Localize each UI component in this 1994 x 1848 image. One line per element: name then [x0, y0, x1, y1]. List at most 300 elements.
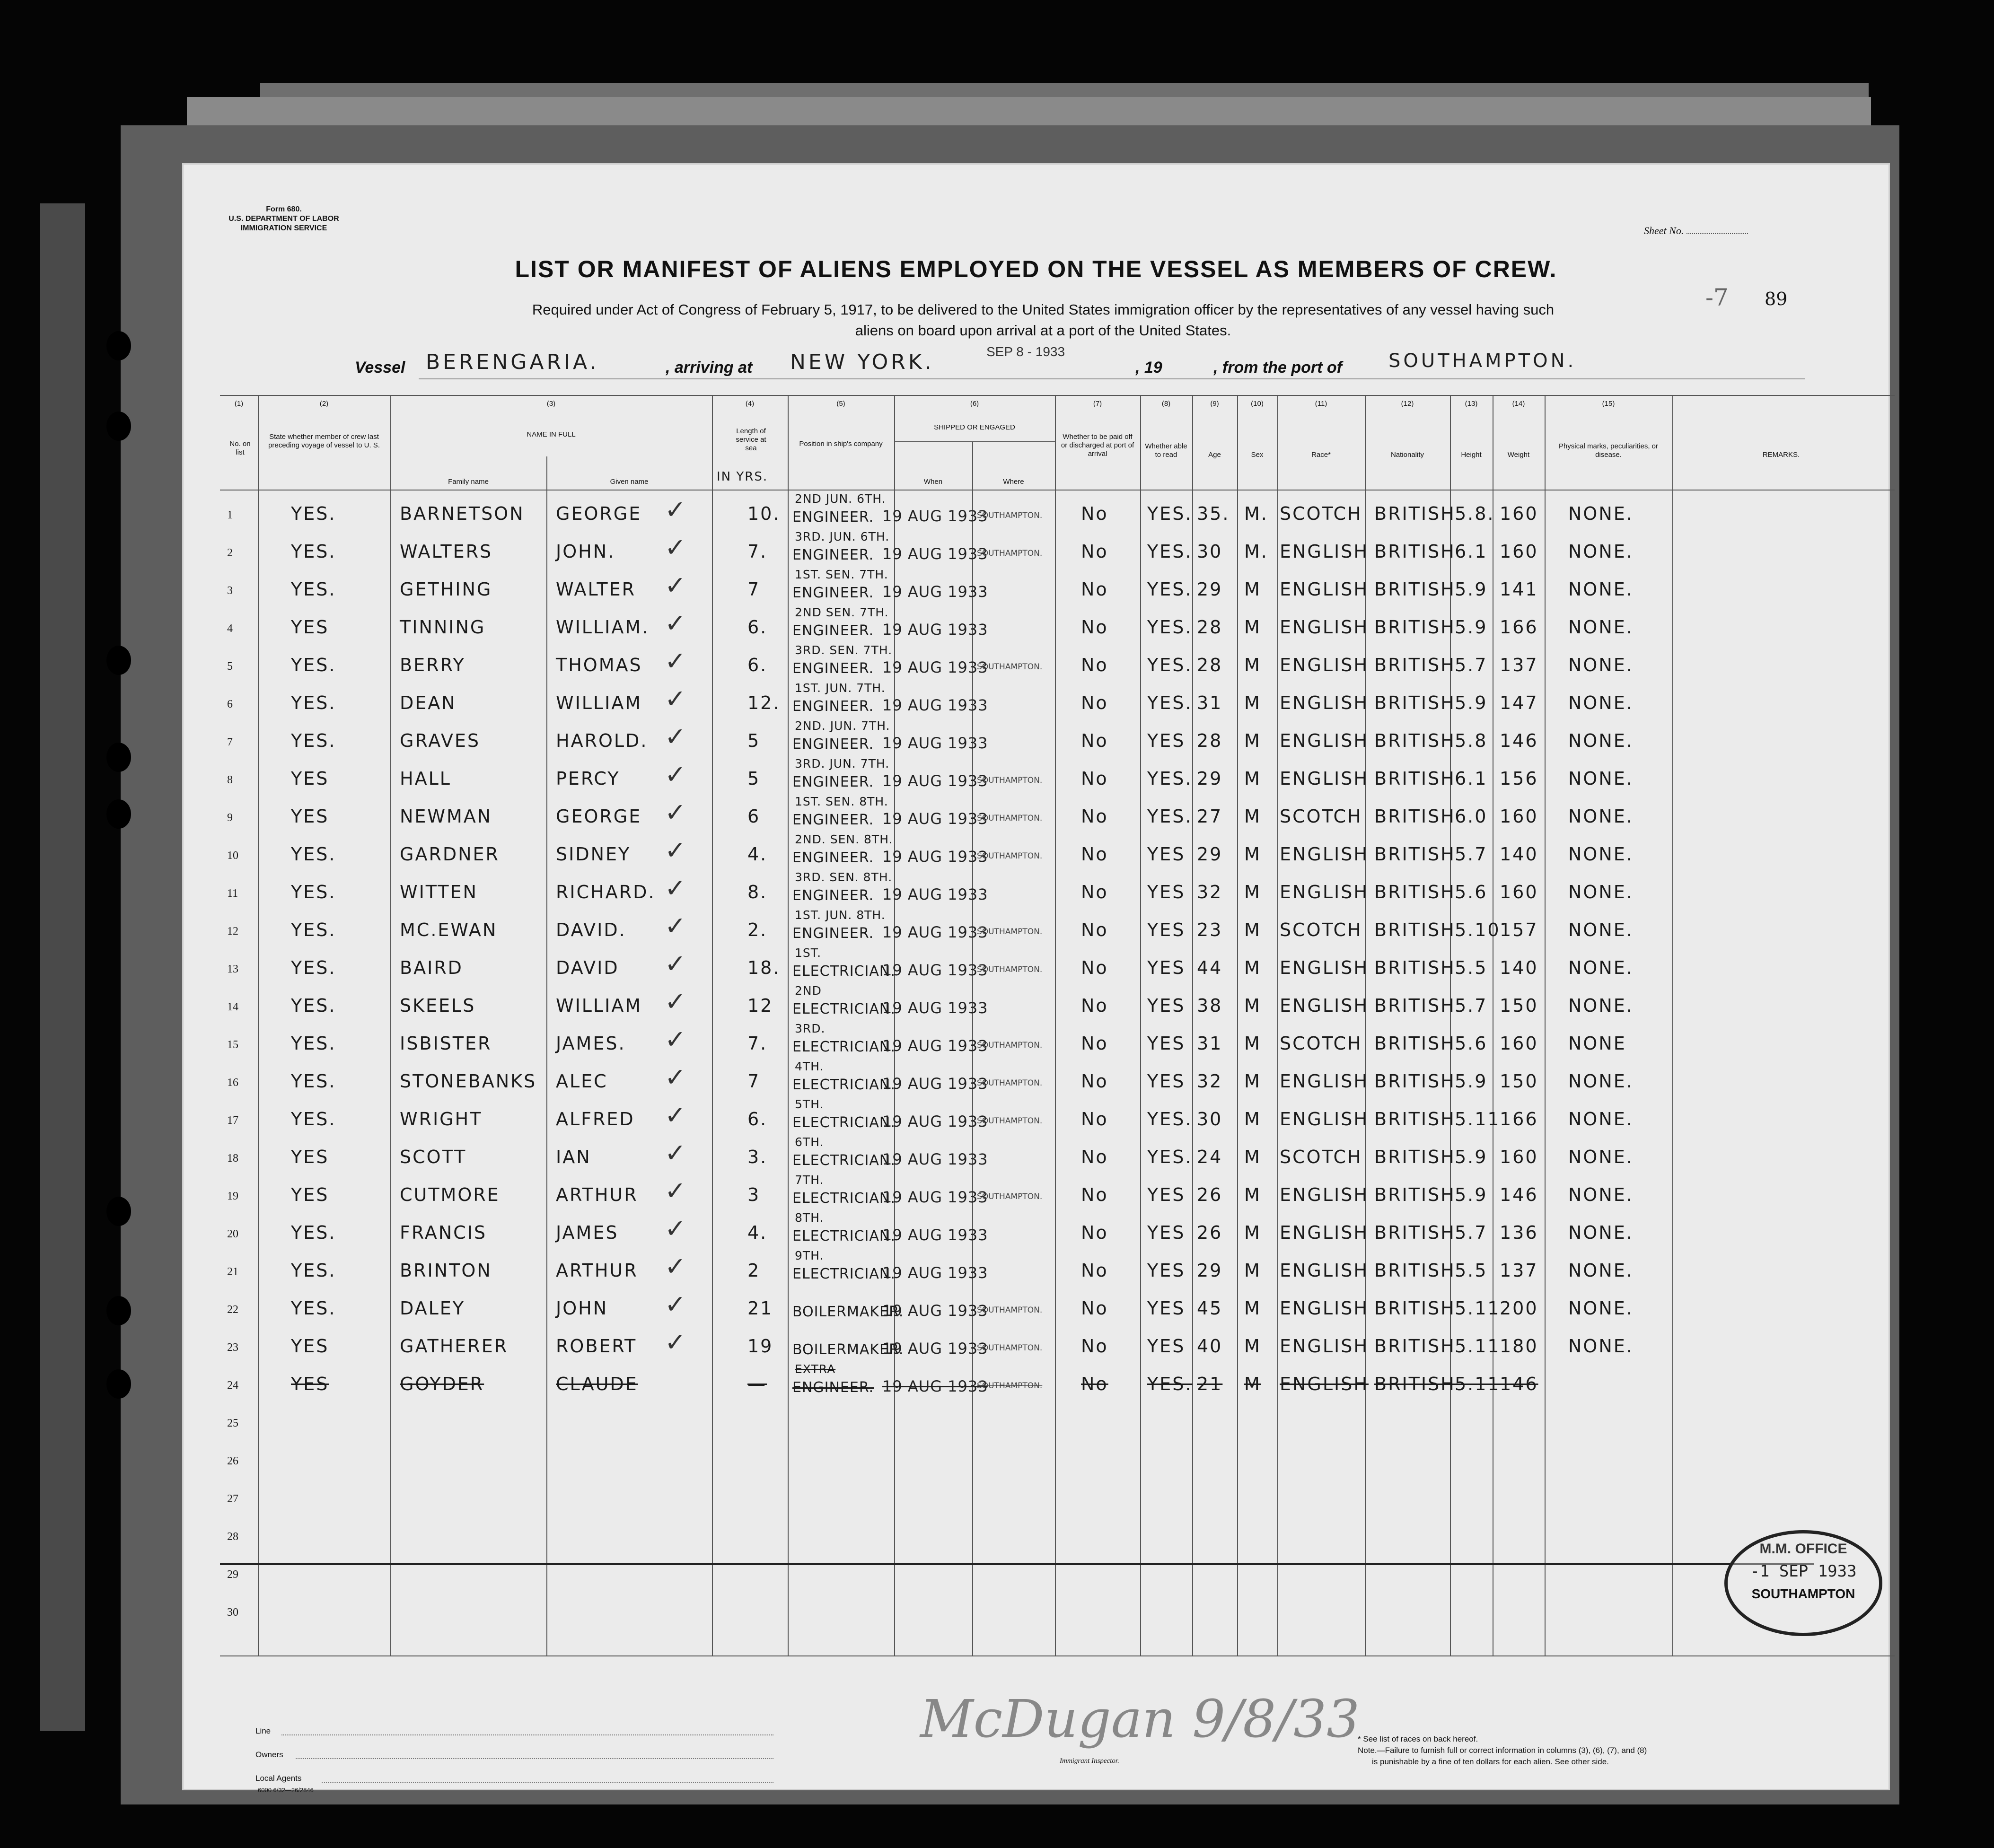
shipped-when-cell: 19 AUG 1933 [882, 621, 988, 639]
row-number: 26 [227, 1455, 238, 1467]
able-to-read-cell: YES. [1147, 1374, 1193, 1394]
height-cell: 5.7 [1455, 1222, 1488, 1243]
vessel-line [182, 344, 1890, 383]
row-24-strike-line [220, 1563, 1814, 1565]
check-mark: ✓ [665, 608, 688, 638]
race-cell: ENGLISH [1280, 617, 1369, 638]
paid-off-cell: No [1081, 1222, 1108, 1243]
height-cell: 6.1 [1455, 541, 1488, 562]
table-row-empty [182, 1556, 1890, 1594]
paid-off-cell: No [1081, 541, 1108, 562]
age-cell: 35. [1197, 503, 1230, 524]
position-title-cell: ELECTRICIAN. [792, 1152, 896, 1169]
position-rank-cell: 3RD. [795, 1022, 826, 1035]
header-weight: Weight [1507, 451, 1530, 459]
physical-marks-cell: NONE. [1568, 503, 1634, 524]
weight-cell: 146 [1500, 1374, 1538, 1394]
age-cell: 44 [1197, 957, 1223, 978]
weight-cell: 157 [1500, 920, 1538, 940]
row-number: 3 [227, 585, 233, 597]
check-mark: ✓ [665, 911, 688, 941]
table-row-empty [182, 1443, 1890, 1480]
department: U.S. DEPARTMENT OF LABOR [228, 215, 339, 223]
race-cell: ENGLISH [1280, 655, 1369, 675]
table-row-empty [182, 1518, 1890, 1556]
table-row [182, 530, 1890, 572]
nationality-cell: BRITISH [1374, 844, 1456, 865]
sheet-number: 89 [1765, 289, 1788, 309]
height-cell: 5.9 [1455, 1184, 1488, 1205]
years-of-service-cell: 7. [747, 541, 768, 562]
position-title-cell: ENGINEER. [792, 850, 874, 866]
punch-hole [106, 646, 131, 675]
row-number: 7 [227, 736, 233, 748]
header-length-of-service: Length of service at sea [736, 427, 766, 452]
header-physical-marks: Physical marks, peculiarities, or disease. [1558, 442, 1659, 459]
sex-cell: M [1244, 882, 1261, 902]
years-of-service-cell: 3 [747, 1184, 761, 1205]
race-cell: ENGLISH [1280, 1184, 1369, 1205]
able-to-read-cell: YES. [1147, 617, 1193, 638]
physical-marks-cell: NONE. [1568, 579, 1634, 600]
physical-marks-cell: NONE. [1568, 1109, 1634, 1130]
check-mark: ✓ [665, 1214, 688, 1244]
age-cell: 38 [1197, 995, 1223, 1016]
shipped-when-cell: 19 AUG 1933 [882, 923, 988, 941]
sex-cell: M [1244, 1147, 1261, 1167]
previous-voyage-cell: YES. [291, 503, 336, 524]
table-row [182, 568, 1890, 610]
subtitle-line-2: aliens on board upon arrival at a port of the United States. [855, 322, 1231, 339]
nationality-cell: BRITISH [1374, 692, 1456, 713]
shipped-when-cell: 19 AUG 1933 [882, 1340, 988, 1358]
race-cell: SCOTCH [1280, 920, 1362, 940]
given-name-cell: JAMES [556, 1222, 619, 1243]
years-of-service-cell: 12. [747, 692, 781, 713]
family-name-cell: SCOTT [400, 1147, 467, 1167]
row-number: 28 [227, 1531, 238, 1543]
years-of-service-cell: 6. [747, 617, 768, 638]
form-number: Form 680. [266, 205, 302, 213]
table-row [182, 1291, 1890, 1329]
position-rank-cell: 2ND [795, 984, 822, 998]
physical-marks-cell: NONE. [1568, 957, 1634, 978]
height-cell: 5.10 [1455, 920, 1501, 940]
height-cell: 5.7 [1455, 844, 1488, 865]
able-to-read-cell: YES. [1147, 768, 1193, 789]
position-title-cell: BOILERMAKER. [792, 1341, 904, 1358]
check-mark: ✓ [665, 646, 688, 676]
paid-off-cell: No [1081, 957, 1108, 978]
given-name-cell: JOHN. [556, 541, 615, 562]
row-number: 24 [227, 1379, 238, 1392]
years-of-service-cell: 4. [747, 844, 768, 865]
years-of-service-cell: 8. [747, 882, 768, 902]
nationality-cell: BRITISH [1374, 1147, 1456, 1167]
previous-voyage-cell: YES. [291, 541, 336, 562]
col-num: (3) [546, 400, 556, 408]
check-mark: ✓ [665, 1062, 688, 1092]
header-service-units: IN YRS. [717, 470, 768, 484]
nationality-cell: BRITISH [1374, 1298, 1456, 1319]
row-number: 5 [227, 660, 233, 673]
check-mark: ✓ [665, 570, 688, 600]
row-number: 10 [227, 850, 238, 862]
race-cell: ENGLISH [1280, 1298, 1369, 1319]
arrival-date-stamp: SEP 8 - 1933 [986, 344, 1065, 359]
shipped-when-cell: 19 AUG 1933 [882, 810, 988, 828]
position-title-cell: ELECTRICIAN. [792, 1077, 896, 1093]
sex-cell: M [1244, 806, 1261, 827]
age-cell: 26 [1197, 1184, 1223, 1205]
table-row-empty [182, 1405, 1890, 1443]
shipped-when-cell: 19 AUG 1933 [882, 1226, 988, 1244]
shipped-where-cell: SOUTHAMPTON. [977, 1041, 1043, 1050]
position-title-cell: ENGINEER. [792, 622, 874, 639]
age-cell: 29 [1197, 1260, 1223, 1281]
header-no-on-list: No. on list [229, 440, 251, 456]
footer-line-rule [281, 1734, 773, 1735]
row-number: 22 [227, 1304, 238, 1316]
able-to-read-cell: YES [1147, 995, 1186, 1016]
weight-cell: 146 [1500, 1184, 1538, 1205]
position-rank-cell: 1ST. [795, 946, 822, 960]
given-name-cell: IAN [556, 1147, 591, 1167]
header-family-name: Family name [448, 478, 489, 486]
age-cell: 30 [1197, 541, 1223, 562]
arriving-label: , arriving at [666, 359, 753, 377]
paid-off-cell: No [1081, 1109, 1108, 1130]
nationality-cell: BRITISH [1374, 1184, 1456, 1205]
position-rank-cell: 5TH. [795, 1097, 824, 1111]
previous-voyage-cell: YES [291, 1184, 329, 1205]
age-cell: 45 [1197, 1298, 1223, 1319]
sex-cell: M [1244, 692, 1261, 713]
weight-cell: 146 [1500, 730, 1538, 751]
check-mark: ✓ [665, 533, 688, 562]
header-when: When [923, 478, 943, 486]
years-of-service-cell: 12 [747, 995, 773, 1016]
position-rank-cell: 1ST. SEN. 7TH. [795, 568, 888, 581]
height-cell: 6.0 [1455, 806, 1488, 827]
given-name-cell: CLAUDE [556, 1374, 638, 1394]
given-name-cell: SIDNEY [556, 844, 631, 865]
given-name-cell: WILLIAM [556, 692, 642, 713]
table-row [182, 757, 1890, 799]
check-mark: ✓ [665, 1289, 688, 1319]
position-rank-cell: 7TH. [795, 1173, 824, 1187]
family-name-cell: BAIRD [400, 957, 463, 978]
position-title-cell: BOILERMAKER. [792, 1304, 904, 1320]
family-name-cell: TINNING [400, 617, 486, 638]
height-cell: 5.11 [1455, 1298, 1501, 1319]
row-number: 29 [227, 1568, 238, 1581]
punch-hole [106, 331, 131, 360]
row-number: 16 [227, 1077, 238, 1089]
weight-cell: 140 [1500, 957, 1538, 978]
sex-cell: M [1244, 1336, 1261, 1357]
family-name-cell: ISBISTER [400, 1033, 492, 1054]
punch-hole [106, 743, 131, 772]
col-num: (1) [234, 400, 244, 408]
race-cell: ENGLISH [1280, 692, 1369, 713]
paid-off-cell: No [1081, 1336, 1108, 1357]
sex-cell: M [1244, 768, 1261, 789]
footer-owners-label: Owners [255, 1750, 283, 1759]
header-where: Where [1003, 478, 1024, 486]
position-rank-cell: 2ND JUN. 6TH. [795, 492, 886, 506]
paid-off-cell: No [1081, 730, 1108, 751]
sex-cell: M. [1244, 541, 1268, 562]
nationality-cell: BRITISH [1374, 1109, 1456, 1130]
row-number: 20 [227, 1228, 238, 1240]
shipped-when-cell: 19 AUG 1933 [882, 583, 988, 601]
physical-marks-cell: NONE. [1568, 1147, 1634, 1167]
given-name-cell: PERCY [556, 768, 620, 789]
paid-off-cell: No [1081, 1147, 1108, 1167]
race-cell: ENGLISH [1280, 882, 1369, 902]
nationality-cell: BRITISH [1374, 957, 1456, 978]
physical-marks-cell: NONE. [1568, 995, 1634, 1016]
physical-marks-cell: NONE. [1568, 844, 1634, 865]
race-cell: ENGLISH [1280, 1071, 1369, 1092]
weight-cell: 180 [1500, 1336, 1538, 1357]
race-cell: SCOTCH [1280, 1033, 1362, 1054]
height-cell: 5.9 [1455, 617, 1488, 638]
previous-voyage-cell: YES. [291, 844, 336, 865]
shipped-where-cell: SOUTHAMPTON. [977, 1305, 1043, 1315]
years-of-service-cell: 2 [747, 1260, 761, 1281]
weight-cell: 136 [1500, 1222, 1538, 1243]
race-cell: ENGLISH [1280, 1374, 1369, 1394]
footnote-races: * See list of races on back hereof. [1358, 1734, 1478, 1743]
vessel-name: BERENGARIA. [426, 350, 599, 374]
height-cell: 5.5 [1455, 957, 1488, 978]
height-cell: 5.9 [1455, 1071, 1488, 1092]
previous-voyage-cell: YES. [291, 995, 336, 1016]
able-to-read-cell: YES [1147, 957, 1186, 978]
nationality-cell: BRITISH [1374, 1222, 1456, 1243]
subtitle [315, 299, 1772, 341]
table-row [182, 681, 1890, 724]
position-rank-cell: EXTRA [795, 1362, 836, 1376]
weight-cell: 137 [1500, 1260, 1538, 1281]
weight-cell: 140 [1500, 844, 1538, 865]
able-to-read-cell: YES [1147, 1260, 1186, 1281]
sheet-label-text: Sheet No. [1644, 225, 1684, 236]
shipped-when-cell: 19 AUG 1933 [882, 734, 988, 752]
age-cell: 32 [1197, 1071, 1223, 1092]
previous-voyage-cell: YES. [291, 730, 336, 751]
paid-off-cell: No [1081, 1298, 1108, 1319]
height-cell: 5.9 [1455, 692, 1488, 713]
previous-voyage-cell: YES [291, 768, 329, 789]
paid-off-cell: No [1081, 1071, 1108, 1092]
nationality-cell: BRITISH [1374, 541, 1456, 562]
years-of-service-cell: 18. [747, 957, 781, 978]
sex-cell: M [1244, 617, 1261, 638]
header-remarks: REMARKS. [1762, 451, 1800, 459]
previous-voyage-cell: YES. [291, 1109, 336, 1130]
row-number: 15 [227, 1039, 238, 1051]
check-mark: ✓ [665, 1138, 688, 1168]
age-cell: 28 [1197, 655, 1223, 675]
nationality-cell: BRITISH [1374, 730, 1456, 751]
age-cell: 21 [1197, 1374, 1223, 1394]
table-row [182, 870, 1890, 913]
vessel-label: Vessel [355, 359, 405, 377]
inspector-label: Immigrant Inspector. [1060, 1757, 1119, 1765]
able-to-read-cell: YES. [1147, 579, 1193, 600]
position-rank-cell: 4TH. [795, 1060, 824, 1073]
year-label: , 19 [1135, 359, 1162, 377]
shipped-where-cell: SOUTHAMPTON. [977, 814, 1043, 823]
sub-header-rule [894, 441, 1055, 442]
nationality-cell: BRITISH [1374, 503, 1456, 524]
manifest-page [182, 163, 1890, 1794]
height-cell: 5.7 [1455, 655, 1488, 675]
weight-cell: 160 [1500, 1147, 1538, 1167]
position-rank-cell: 3RD. JUN. 6TH. [795, 530, 890, 543]
years-of-service-cell: 6 [747, 806, 761, 827]
paid-off-cell: No [1081, 1033, 1108, 1054]
weight-cell: 141 [1500, 579, 1538, 600]
row-number: 8 [227, 774, 233, 786]
table-row [182, 1211, 1890, 1253]
row-number: 2 [227, 547, 233, 559]
shipped-when-cell: 19 AUG 1933 [882, 545, 988, 563]
years-of-service-cell: 19 [747, 1336, 773, 1357]
age-cell: 31 [1197, 692, 1223, 713]
check-mark: ✓ [665, 873, 688, 903]
paid-off-cell: No [1081, 655, 1108, 675]
years-of-service-cell: 6. [747, 655, 768, 675]
shipped-when-cell: 19 AUG 1933 [882, 885, 988, 903]
shipped-when-cell: 19 AUG 1933 [882, 507, 988, 525]
height-cell: 5.9 [1455, 579, 1488, 600]
race-cell: ENGLISH [1280, 768, 1369, 789]
row-number: 12 [227, 925, 238, 937]
nationality-cell: BRITISH [1374, 1374, 1456, 1394]
check-mark: ✓ [665, 1100, 688, 1130]
sex-cell: M [1244, 1374, 1261, 1394]
position-title-cell: ELECTRICIAN. [792, 1190, 896, 1207]
age-cell: 29 [1197, 768, 1223, 789]
age-cell: 31 [1197, 1033, 1223, 1054]
position-rank-cell: 3RD. SEN. 8TH. [795, 870, 893, 884]
shipped-when-cell: 19 AUG 1933 [882, 1075, 988, 1093]
vessel-underline [419, 378, 1805, 379]
header-nationality: Nationality [1390, 451, 1424, 459]
position-title-cell: ELECTRICIAN. [792, 1266, 896, 1282]
position-title-cell: ELECTRICIAN. [792, 1114, 896, 1131]
position-rank-cell: 1ST. JUN. 7TH. [795, 681, 886, 695]
given-name-cell: ARTHUR [556, 1184, 638, 1205]
shipped-where-cell: SOUTHAMPTON. [977, 549, 1043, 558]
family-name-cell: HALL [400, 768, 451, 789]
able-to-read-cell: YES [1147, 1033, 1186, 1054]
check-mark: ✓ [665, 684, 688, 714]
weight-cell: 160 [1500, 806, 1538, 827]
stamp-date: -1 SEP 1933 [1750, 1562, 1857, 1581]
inspector-signature: McDugan 9/8/33 [920, 1689, 1360, 1749]
paid-off-cell: No [1081, 692, 1108, 713]
header-paid-off: Whether to be paid off or discharged at port of arrival [1061, 433, 1134, 458]
sex-cell: M [1244, 920, 1261, 940]
position-rank-cell: 3RD. SEN. 7TH. [795, 643, 893, 657]
nationality-cell: BRITISH [1374, 1336, 1456, 1357]
punch-hole [106, 1369, 131, 1399]
age-cell: 32 [1197, 882, 1223, 902]
sex-cell: M [1244, 1222, 1261, 1243]
punch-hole [106, 412, 131, 441]
given-name-cell: ARTHUR [556, 1260, 638, 1281]
shipped-where-cell: SOUTHAMPTON. [977, 927, 1043, 937]
weight-cell: 160 [1500, 1033, 1538, 1054]
family-name-cell: CUTMORE [400, 1184, 500, 1205]
previous-voyage-cell: YES. [291, 1298, 336, 1319]
col-num: (13) [1465, 400, 1478, 408]
age-cell: 23 [1197, 920, 1223, 940]
able-to-read-cell: YES [1147, 844, 1186, 865]
header-age: Age [1208, 451, 1221, 459]
table-row [182, 908, 1890, 951]
sex-cell: M [1244, 730, 1261, 751]
punch-hole [106, 1197, 131, 1226]
able-to-read-cell: YES [1147, 882, 1186, 902]
family-name-cell: WITTEN [400, 882, 478, 902]
position-title-cell: ENGINEER. [792, 547, 874, 563]
able-to-read-cell: YES. [1147, 692, 1193, 713]
position-title-cell: ENGINEER. [792, 1379, 874, 1396]
paid-off-cell: No [1081, 579, 1108, 600]
physical-marks-cell: NONE. [1568, 1222, 1634, 1243]
paid-off-cell: No [1081, 1260, 1108, 1281]
from-port-label: , from the port of [1213, 359, 1342, 377]
header-sex: Sex [1251, 451, 1264, 459]
age-cell: 27 [1197, 806, 1223, 827]
header-able-to-read: Whether able to read [1145, 442, 1187, 459]
able-to-read-cell: YES [1147, 1222, 1186, 1243]
nationality-cell: BRITISH [1374, 768, 1456, 789]
weight-cell: 200 [1500, 1298, 1538, 1319]
sex-cell: M [1244, 579, 1261, 600]
sex-cell: M [1244, 1260, 1261, 1281]
paid-off-cell: No [1081, 882, 1108, 902]
nationality-cell: BRITISH [1374, 1071, 1456, 1092]
southampton-office-stamp [1724, 1530, 1882, 1636]
shipped-when-cell: 19 AUG 1933 [882, 848, 988, 866]
col-num: (6) [970, 400, 979, 408]
years-of-service-cell: 10. [747, 503, 781, 524]
physical-marks-cell: NONE. [1568, 768, 1634, 789]
family-name-cell: GRAVES [400, 730, 480, 751]
page-title: LIST OR MANIFEST OF ALIENS EMPLOYED ON THE VESSEL AS MEMBERS OF CREW. [515, 256, 1557, 282]
col-num: (10) [1251, 400, 1264, 408]
previous-voyage-cell: YES. [291, 1033, 336, 1054]
sex-cell: M [1244, 1184, 1261, 1205]
table-row [182, 795, 1890, 837]
row-number: 4 [227, 622, 233, 635]
sex-cell: M. [1244, 503, 1268, 524]
family-name-cell: DEAN [400, 692, 457, 713]
table-row [182, 643, 1890, 686]
col-num: (8) [1161, 400, 1171, 408]
sex-cell: M [1244, 844, 1261, 865]
position-title-cell: ENGINEER. [792, 698, 874, 715]
position-rank-cell: 2ND SEN. 7TH. [795, 605, 889, 619]
footer-agents-rule [322, 1782, 773, 1783]
